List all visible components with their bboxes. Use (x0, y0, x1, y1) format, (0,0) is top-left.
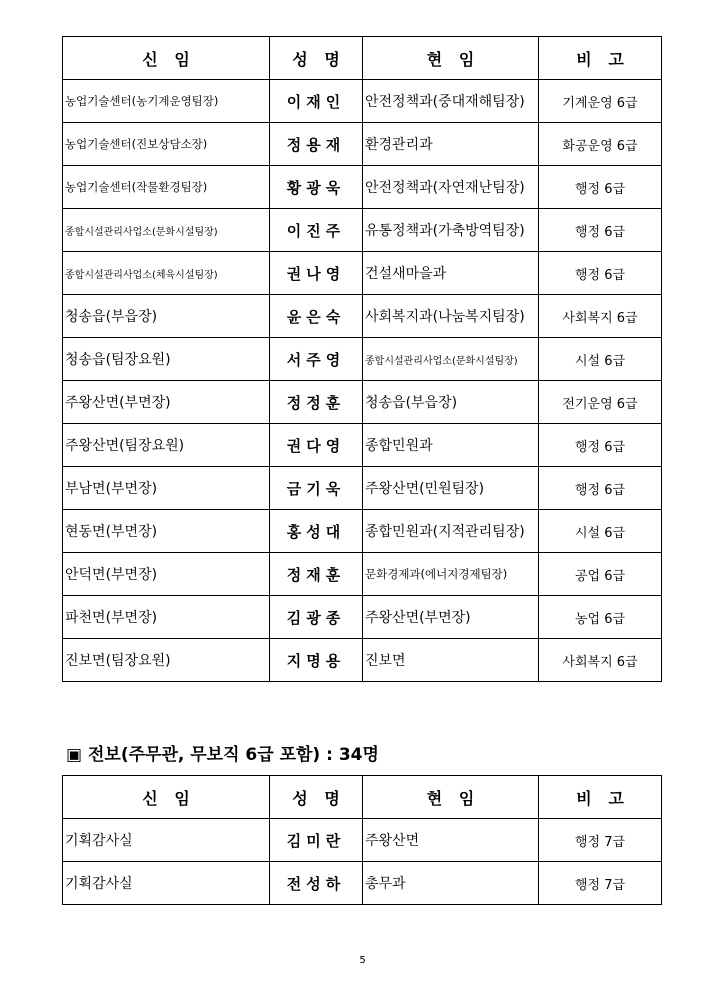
header-note: 비 고 (539, 37, 662, 80)
current-post-cell: 청송읍(부읍장) (363, 381, 539, 424)
section-title: ▣ 전보(주무관, 무보직 6급 포함) : 34명 (66, 745, 379, 765)
table-row (63, 80, 662, 123)
note-cell: 행정 7급 (539, 862, 662, 905)
current-post-cell: 안전정책과(중대재해팀장) (363, 80, 539, 123)
new-post-cell: 주왕산면(부면장) (63, 381, 270, 424)
note-cell: 행정 6급 (539, 467, 662, 510)
new-post-cell: 청송읍(부읍장) (63, 295, 270, 338)
name-cell: 서주영 (270, 338, 363, 381)
current-post-cell: 문화경제과(에너지경제팀장) (363, 553, 539, 596)
name-cell: 황광욱 (270, 166, 363, 209)
note-cell: 행정 6급 (539, 209, 662, 252)
note-cell: 행정 7급 (539, 819, 662, 862)
note-cell: 공업 6급 (539, 553, 662, 596)
table-row (63, 862, 662, 905)
new-post-cell: 현동면(부면장) (63, 510, 270, 553)
note-cell: 기계운영 6급 (539, 80, 662, 123)
new-post-cell: 기획감사실 (63, 862, 270, 905)
name-cell: 정재훈 (270, 553, 363, 596)
name-cell: 권다영 (270, 424, 363, 467)
table-header-row (63, 37, 662, 80)
table-row (63, 424, 662, 467)
note-cell: 화공운영 6급 (539, 123, 662, 166)
header-new-post: 신 임 (63, 37, 270, 80)
name-cell: 홍성대 (270, 510, 363, 553)
name-cell: 이재인 (270, 80, 363, 123)
current-post-cell: 총무과 (363, 862, 539, 905)
new-post-cell: 진보면(팀장요원) (63, 639, 270, 682)
note-cell: 시설 6급 (539, 338, 662, 381)
table-row (63, 338, 662, 381)
new-post-cell: 농업기술센터(진보상담소장) (63, 123, 270, 166)
note-cell: 농업 6급 (539, 596, 662, 639)
name-cell: 이진주 (270, 209, 363, 252)
table-row (63, 467, 662, 510)
current-post-cell: 건설새마을과 (363, 252, 539, 295)
header-current: 현 임 (363, 37, 539, 80)
name-cell: 김광종 (270, 596, 363, 639)
note-cell: 사회복지 6급 (539, 295, 662, 338)
note-cell: 행정 6급 (539, 424, 662, 467)
header-name: 성 명 (270, 37, 363, 80)
current-post-cell: 주왕산면(부면장) (363, 596, 539, 639)
note-cell: 사회복지 6급 (539, 639, 662, 682)
table-row (63, 553, 662, 596)
table-row (63, 819, 662, 862)
table-row (63, 381, 662, 424)
header-new-post: 신 임 (63, 776, 270, 819)
new-post-cell: 종합시설관리사업소(체육시설팀장) (63, 252, 270, 295)
transfer-table-1 (62, 36, 662, 682)
current-post-cell: 종합민원과 (363, 424, 539, 467)
page-number: 5 (359, 955, 366, 966)
table-row (63, 209, 662, 252)
new-post-cell: 안덕면(부면장) (63, 553, 270, 596)
new-post-cell: 농업기술센터(농기계운영팀장) (63, 80, 270, 123)
name-cell: 김미란 (270, 819, 363, 862)
new-post-cell: 부남면(부면장) (63, 467, 270, 510)
name-cell: 정용재 (270, 123, 363, 166)
header-name: 성 명 (270, 776, 363, 819)
new-post-cell: 기획감사실 (63, 819, 270, 862)
new-post-cell: 청송읍(팀장요원) (63, 338, 270, 381)
note-cell: 행정 6급 (539, 166, 662, 209)
table-row (63, 123, 662, 166)
note-cell: 전기운영 6급 (539, 381, 662, 424)
name-cell: 권나영 (270, 252, 363, 295)
current-post-cell: 유통정책과(가축방역팀장) (363, 209, 539, 252)
note-cell: 시설 6급 (539, 510, 662, 553)
table-header-row (63, 776, 662, 819)
table-row (63, 639, 662, 682)
new-post-cell: 주왕산면(팀장요원) (63, 424, 270, 467)
header-note: 비 고 (539, 776, 662, 819)
transfer-table-2 (62, 775, 662, 905)
new-post-cell: 종합시설관리사업소(문화시설팀장) (63, 209, 270, 252)
current-post-cell: 환경관리과 (363, 123, 539, 166)
current-post-cell: 종합시설관리사업소(문화시설팀장) (363, 338, 539, 381)
table-row (63, 510, 662, 553)
table-row (63, 295, 662, 338)
name-cell: 지명용 (270, 639, 363, 682)
new-post-cell: 파천면(부면장) (63, 596, 270, 639)
note-cell: 행정 6급 (539, 252, 662, 295)
table-row (63, 596, 662, 639)
current-post-cell: 사회복지과(나눔복지팀장) (363, 295, 539, 338)
table-row (63, 166, 662, 209)
current-post-cell: 안전정책과(자연재난팀장) (363, 166, 539, 209)
name-cell: 금기욱 (270, 467, 363, 510)
current-post-cell: 주왕산면(민원팀장) (363, 467, 539, 510)
new-post-cell: 농업기술센터(작물환경팀장) (63, 166, 270, 209)
name-cell: 윤은숙 (270, 295, 363, 338)
current-post-cell: 주왕산면 (363, 819, 539, 862)
current-post-cell: 종합민원과(지적관리팀장) (363, 510, 539, 553)
name-cell: 정정훈 (270, 381, 363, 424)
name-cell: 전성하 (270, 862, 363, 905)
header-current: 현 임 (363, 776, 539, 819)
current-post-cell: 진보면 (363, 639, 539, 682)
table-row (63, 252, 662, 295)
